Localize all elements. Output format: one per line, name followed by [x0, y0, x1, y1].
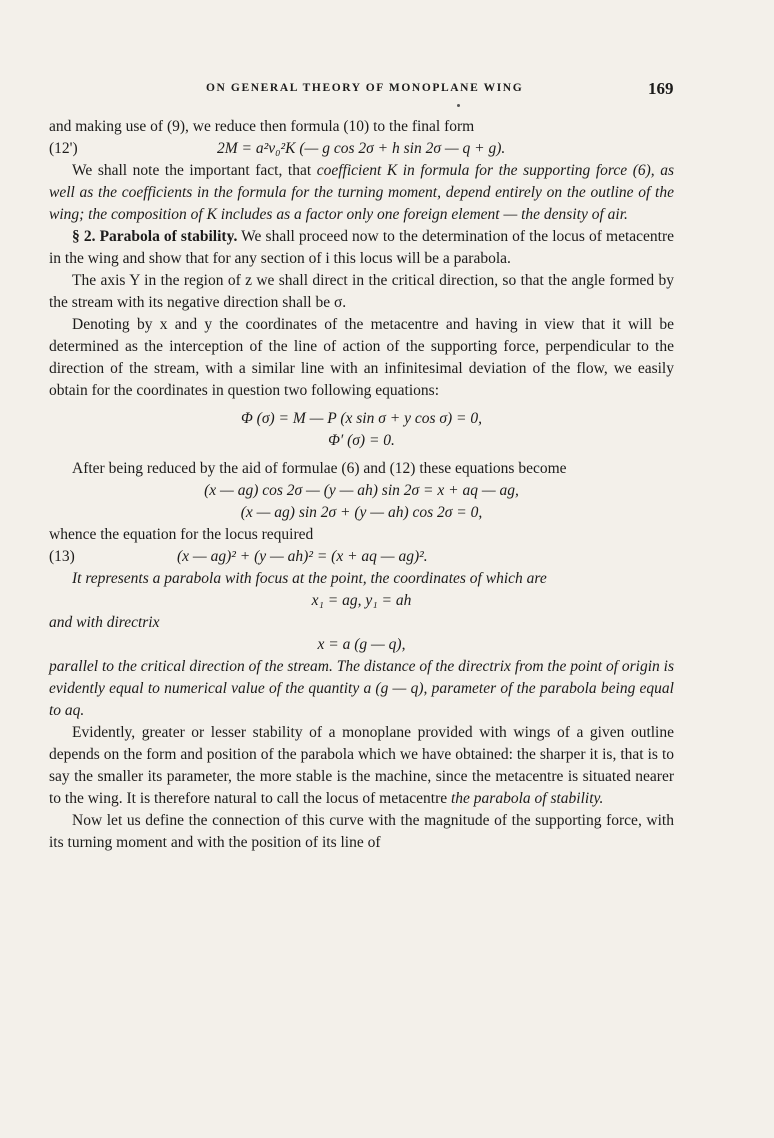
equation-13 [49, 546, 674, 568]
page-header [0, 79, 774, 102]
paragraph-parabola-focus: It represents a parabola with focus at the point, the coordinates of which are [72, 570, 547, 587]
equation-system-1: (x — ag) cos 2σ — (y — ah) sin 2σ = x + aq — ag, [204, 482, 519, 499]
equation-12 [49, 138, 674, 160]
equation-number: (12') [49, 140, 78, 157]
equation-focus: x₁ = ag, y₁ = ah [311, 592, 412, 609]
section-2-paragraph [49, 226, 674, 270]
paragraph-coefficient-note [49, 160, 674, 226]
paragraph-parallel: parallel to the critical direction of the stream. The distance of the directrix from the point of origin is evidently equal to numerical value of the quantity a (g — q), parameter of the parabola being equal to aq. [49, 658, 674, 719]
paragraph-stability [49, 722, 674, 810]
running-title: ON GENERAL THEORY OF MONOPLANE WING [206, 82, 524, 94]
paragraph-axis: The axis Y in the region of z we shall direct in the critical direction, so that the angle formed by the stream with its negative direction shall be σ. [49, 272, 674, 311]
text-run: Evidently, greater or lesser stability of a monoplane provided with wings of a given outline depends on the form and position of the parabola which we have obtained: the sharper it is, that is to say the smaller its parameter, the more stable is the machine, since the metacentre is situated nearer to the wing. It is therefore natural to call the locus of metacentre [49, 724, 674, 807]
equation-system-2: (x — ag) sin 2σ + (y — ah) cos 2σ = 0, [240, 504, 483, 521]
paragraph-reduced: After being reduced by the aid of formulae (6) and (12) these equations become [72, 460, 567, 477]
text-run: We shall note the important fact, that [72, 162, 317, 179]
emphasis-text: coefficient K in formula for the supporting force (6), as well as the coefficients in the formula for the turning moment, depend entirely on the outline of the wing; the composition of K includes as a factor only one foreign element — the density of air. [49, 162, 674, 223]
text-run: We shall proceed now to the determination of the locus of metacentre in the wing and show that for any section of i this locus will be a parabola. [49, 228, 674, 267]
paragraph-connection: Now let us define the connection of this curve with the magnitude of the supporting force, with its turning moment and with the position of its line of [49, 812, 674, 851]
page-body [49, 116, 674, 854]
emphasis-text: the parabola of stability. [451, 790, 604, 807]
paragraph-intro: and making use of (9), we reduce then formula (10) to the final form [49, 118, 475, 135]
equation-expression: 2M = a²v₀²K (— g cos 2σ + h sin 2σ — q + g). [217, 140, 506, 157]
paragraph-whence: whence the equation for the locus required [49, 526, 314, 543]
page-number: 169 [648, 79, 674, 98]
equation-phi-prime: Φ′ (σ) = 0. [328, 432, 395, 449]
paragraph-denoting: Denoting by x and y the coordinates of the metacentre and having in view that it will be determined as the interception of the line of action of the supporting force, perpendicular to the direction of the stream, with a similar line with an infinitesimal deviation of the flow, we easily obtain for the coordinates in question two following equations: [49, 316, 674, 399]
equation-number: (13) [49, 548, 75, 565]
paragraph-directrix: and with directrix [49, 614, 160, 631]
section-number: § 2. [72, 228, 96, 245]
equation-phi: Φ (σ) = M — P (x sin σ + y cos σ) = 0, [240, 410, 483, 427]
print-speck [457, 104, 460, 107]
equation-directrix: x = a (g — q), [317, 636, 406, 653]
equation-expression: (x — ag)² + (y — ah)² = (x + aq — ag)². [177, 548, 428, 565]
section-title: Parabola of stability. [99, 228, 238, 245]
